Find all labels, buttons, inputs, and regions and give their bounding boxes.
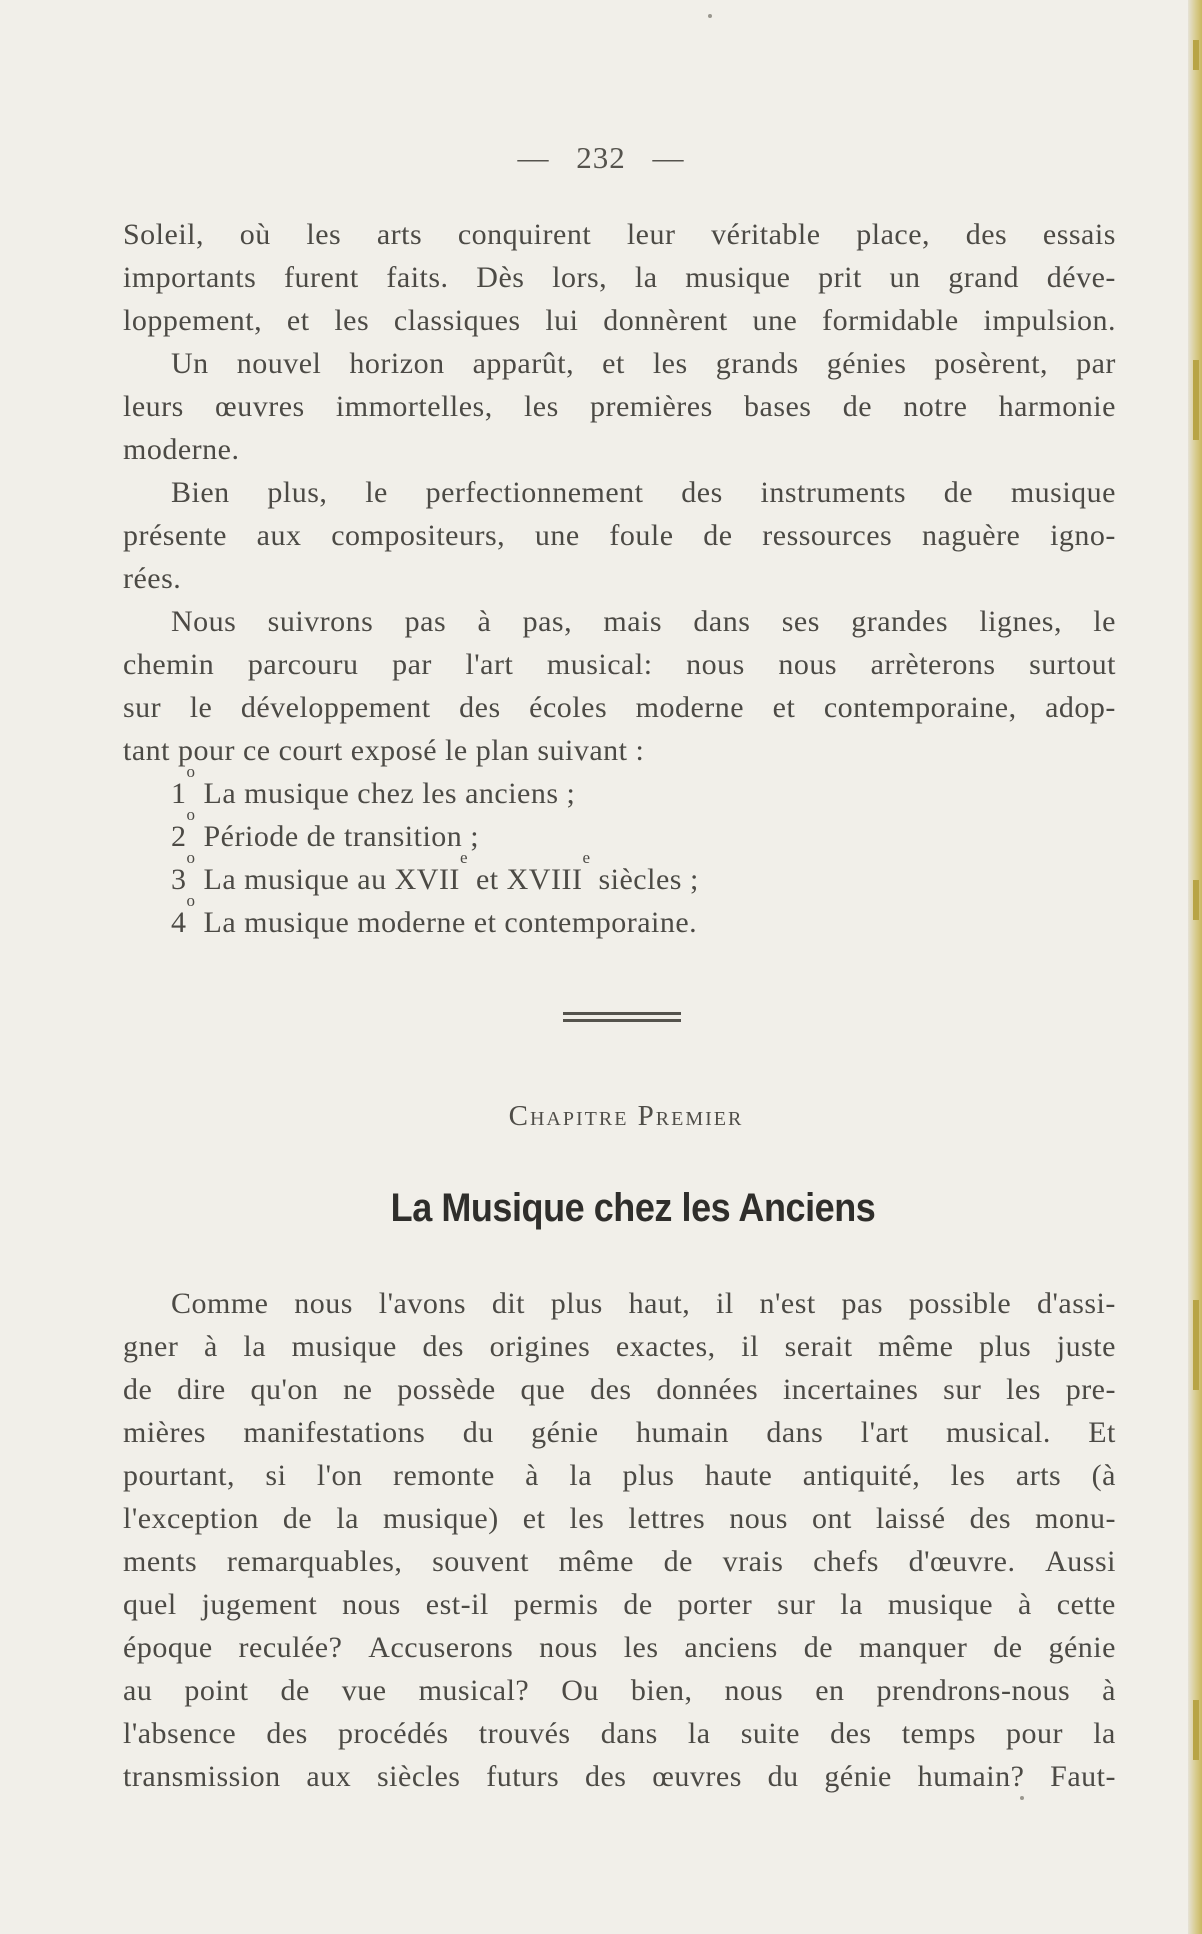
text-line: chemin parcouru par l'art musical: nous nous arrèterons surtout xyxy=(123,648,1116,681)
separator-rule-bottom xyxy=(563,1019,681,1022)
intro-paragraphs xyxy=(123,213,1116,772)
plan-item: 3 o La musique au XVII e et XVIII e siècles ; xyxy=(171,848,699,896)
text-line: tant pour ce court exposé le plan suivant : xyxy=(123,734,645,767)
text-line: moderne. xyxy=(123,433,240,466)
text-line: Soleil, où les arts conquirent leur véritable place, des essais xyxy=(123,218,1116,251)
text-line: Un nouvel horizon apparût, et les grands génies posèrent, par xyxy=(171,347,1116,380)
text-line: époque reculée? Accuserons nous les anciens de manquer de génie xyxy=(123,1631,1116,1664)
text-line: pourtant, si l'on remonte à la plus haute antiquité, les arts (à xyxy=(123,1459,1116,1492)
text-line: rées. xyxy=(123,562,182,595)
text-line: mières manifestations du génie humain dans l'art musical. Et xyxy=(123,1416,1116,1449)
page-number-line xyxy=(0,140,1202,176)
text-line: l'exception de la musique) et les lettres nous ont laissé des monu- xyxy=(123,1502,1116,1535)
plan-list xyxy=(123,762,1116,944)
plan-item: 1 o La musique chez les anciens ; xyxy=(171,762,576,810)
body-paragraph xyxy=(123,1282,1116,1798)
chapter-title: La Musique chez les Anciens xyxy=(390,1186,876,1230)
text-line: gner à la musique des origines exactes, il serait même plus juste xyxy=(123,1330,1116,1363)
plan-item: 4 o La musique moderne et contemporaine. xyxy=(171,891,698,939)
folio-dash-right: — xyxy=(652,140,685,175)
speck xyxy=(708,14,712,18)
page-number: 232 xyxy=(576,140,626,175)
text-line: de dire qu'on ne possède que des données incertaines sur les pre- xyxy=(123,1373,1116,1406)
text-line: Bien plus, le perfectionnement des instruments de musique xyxy=(171,476,1116,509)
separator-rule-top xyxy=(563,1012,681,1015)
folio-dash-left: — xyxy=(517,140,550,175)
plan-item: 2 o Période de transition ; xyxy=(171,805,480,853)
chapter-label: Chapitre Premier xyxy=(508,1100,744,1132)
text-line: l'absence des procédés trouvés dans la suite des temps pour la xyxy=(123,1717,1116,1750)
text-line: ments remarquables, souvent même de vrais chefs d'œuvre. Aussi xyxy=(123,1545,1116,1578)
text-line: importants furent faits. Dès lors, la musique prit un grand déve- xyxy=(123,261,1116,294)
text-line: au point de vue musical? Ou bien, nous en prendrons-nous à xyxy=(123,1674,1116,1707)
text-line: leurs œuvres immortelles, les premières bases de notre harmonie xyxy=(123,390,1116,423)
page-edge xyxy=(1188,0,1202,1934)
text-line: Nous suivrons pas à pas, mais dans ses grandes lignes, le xyxy=(171,605,1116,638)
text-line: Comme nous l'avons dit plus haut, il n'est pas possible d'assi- xyxy=(171,1287,1116,1320)
text-line: présente aux compositeurs, une foule de ressources naguère igno- xyxy=(123,519,1116,552)
text-line: sur le développement des écoles moderne et contemporaine, adop- xyxy=(123,691,1116,724)
text-line: quel jugement nous est-il permis de porter sur la musique à cette xyxy=(123,1588,1116,1621)
text-line: loppement, et les classiques lui donnèrent une formidable impulsion. xyxy=(123,304,1116,337)
text-line: transmission aux siècles futurs des œuvres du génie humain? Faut- xyxy=(123,1760,1116,1793)
